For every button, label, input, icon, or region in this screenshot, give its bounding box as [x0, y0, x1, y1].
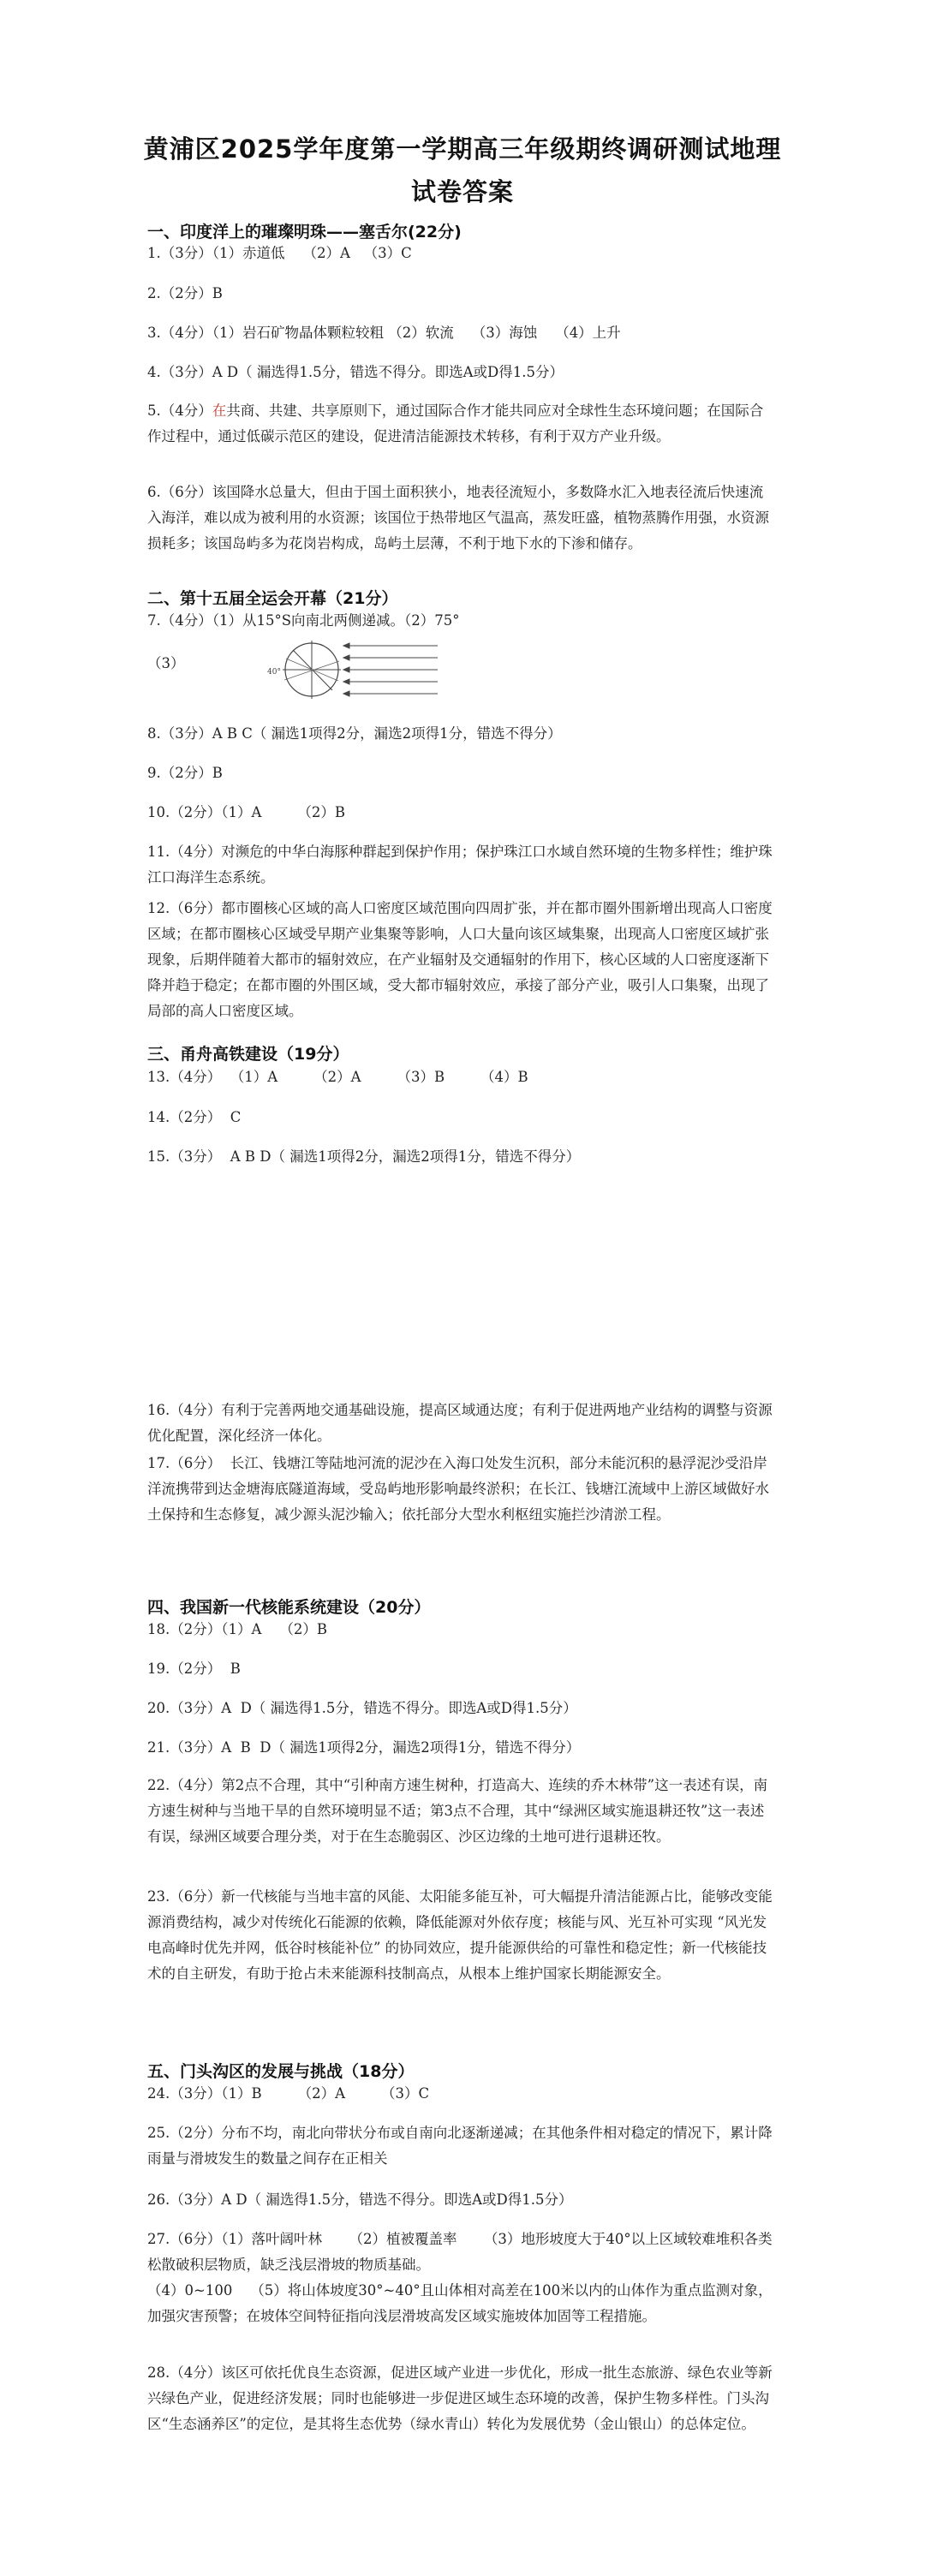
section-heading-2: 二、第十五届全运会开幕（21分）	[147, 589, 398, 608]
answer-5	[147, 398, 774, 450]
answer-14: 14.（2分） C	[147, 1109, 242, 1125]
answer-17: 17.（6分） 长江、钱塘江等陆地河流的泥沙在入海口处发生沉积，部分未能沉积的悬浮泥沙受沿岸洋流携带到达金塘海底隧道海域，受岛屿地形影响最终淤积；在长江、钱塘江流域中上游区域做好水土保持和生态修复，减少源头泥沙输入；依托部分大型水利枢纽实施拦沙清淤工程。	[147, 1455, 769, 1523]
answer-25: 25.（2分）分布不均，南北向带状分布或自南向北逐渐递减；在其他条件相对稳定的情况下，累计降雨量与滑坡发生的数量之间存在正相关	[147, 2125, 773, 2167]
answer-28: 28.（4分）该区可依托优良生态资源，促进区域产业进一步优化，形成一批生态旅游、绿色农业等新兴绿色产业，促进经济发展；同时也能够进一步促进区域生态环境的改善，保护生物多样性。门头沟区“生态涵养区”的定位，是其将生态优势（绿水青山）转化为发展优势（金山银山）的总体定位。	[147, 2364, 773, 2432]
answer-24: 24.（3分）（1）B （2）A （3）C	[147, 2085, 430, 2102]
answer-4: 4.（3分）A D（ 漏选得1.5分，错选不得分。即选A或D得1.5分）	[147, 364, 564, 380]
answer-13: 13.（4分） （1）A （2）A （3）B （4）B	[147, 1069, 528, 1085]
answer-8: 8.（3分）A B C（ 漏选1项得2分，漏选2项得1分，错选不得分）	[147, 725, 562, 742]
answer-9: 9.（2分）B	[147, 765, 223, 781]
answer-2: 2.（2分）B	[147, 285, 223, 301]
answer-12: 12.（6分）都市圈核心区域的高人口密度区域范围向四周扩张，并在都市圈外围新增出现高人口密度区域；在都市圈核心区域受早期产业集聚等影响，人口大量向该区域集聚，出现高人口密度区域扩张现象，后期伴随着大都市的辐射效应，在产业辐射及交通辐射的作用下，核心区域的人口密度逐渐下降并趋于稳定；在都市圈的外围区域，受大都市辐射效应，承接了部分产业，吸引人口集聚，出现了局部的高人口密度区域。	[147, 900, 773, 1019]
answer-5-text: 共商、共建、共享原则下，通过国际合作才能共同应对全球性生态环境问题；在国际合作过程中，通过低碳示范区的建设，促进清洁能源技术转移，有利于双方产业升级。	[147, 402, 764, 444]
answer-1: 1.（3分）（1）赤道低 （2）A （3）C	[147, 245, 412, 261]
document-subtitle: 试卷答案	[410, 177, 514, 206]
sun-rays-globe-diagram	[262, 630, 442, 709]
answer-20: 20.（3分）A D（ 漏选得1.5分，错选不得分。即选A或D得1.5分）	[147, 1700, 577, 1716]
angle-label: 40°	[267, 668, 281, 677]
section-heading-5: 五、门头沟区的发展与挑战（18分）	[147, 2062, 415, 2081]
answer-26: 26.（3分）A D（ 漏选得1.5分，错选不得分。即选A或D得1.5分）	[147, 2191, 573, 2208]
section-heading-3: 三、甬舟高铁建设（19分）	[147, 1045, 349, 1064]
answer-6: 6.（6分）该国降水总量大，但由于国土面积狭小，地表径流短小，多数降水汇入地表径流后快速流入海洋，难以成为被利用的水资源；该国位于热带地区气温高，蒸发旺盛，植物蒸腾作用强，水资源损耗多；该国岛屿多为花岗岩构成，岛屿土层薄，不利于地下水的下渗和储存。	[147, 484, 769, 552]
answer-3: 3.（4分）（1）岩石矿物晶体颗粒较粗 （2）软流 （3）海蚀 （4）上升	[147, 325, 621, 341]
answer-23: 23.（6分）新一代核能与当地丰富的风能、太阳能多能互补，可大幅提升清洁能源占比，能够改变能源消费结构，减少对传统化石能源的依赖，降低能源对外依存度；核能与风、光互补可实现 “风光发电高峰时优先并网，低谷时核能补位” 的协同效应，提升能源供给的可靠性和稳定性；新一代核能技术的自主研发，有助于抢占未来能源科技制高点，从根本上维护国家长期能源安全。	[147, 1888, 773, 1982]
answer-19: 19.（2分） B	[147, 1661, 241, 1677]
answer-15: 15.（3分） A B D（ 漏选1项得2分，漏选2项得1分，错选不得分）	[147, 1148, 581, 1165]
answer-10: 10.（2分）（1）A （2）B	[147, 804, 345, 820]
answer-5-highlight: 在	[212, 402, 227, 419]
answer-7-part3: （3）	[147, 655, 185, 671]
answer-7-part1: 7.（4分）（1）从15°S向南北两侧递减。（2）75°	[147, 612, 460, 629]
section-heading-1: 一、印度洋上的璀璨明珠——塞舌尔(22分)	[147, 223, 462, 242]
answer-27: 27.（6分）（1）落叶阔叶林 （2）植被覆盖率 （3）地形坡度大于40°以上区域较难堆积各类松散破积层物质，缺乏浅层滑坡的物质基础。 （4）0~100 （5）将山体坡度30°~40°且山体相对高差在100米以内的山体作为重点监测对象，加强灾害预警；在坡体空间特征指向浅层滑坡高发区域实施坡体加固等工程措施。	[147, 2231, 773, 2324]
answer-16: 16.（4分）有利于完善两地交通基础设施，提高区域通达度；有利于促进两地产业结构的调整与资源优化配置，深化经济一体化。	[147, 1402, 773, 1444]
answer-5-number: 5.（4分）	[147, 402, 212, 419]
answer-18: 18.（2分）（1）A （2）B	[147, 1621, 328, 1637]
answer-11: 11.（4分）对濒危的中华白海豚种群起到保护作用；保护珠江口水域自然环境的生物多样性；维护珠江口海洋生态系统。	[147, 844, 773, 886]
answer-21: 21.（3分）A B D（ 漏选1项得2分，漏选2项得1分，错选不得分）	[147, 1739, 581, 1756]
section-heading-4: 四、我国新一代核能系统建设（20分）	[147, 1598, 431, 1617]
answer-22: 22.（4分）第2点不合理，其中“引种南方速生树种，打造高大、连续的乔木林带”这一表述有误，南方速生树种与当地干旱的自然环境明显不适；第3点不合理，其中“绿洲区域实施退耕还牧”这一表述有误，绿洲区域要合理分类，对于在生态脆弱区、沙区边缘的土地可进行退耕还牧。	[147, 1777, 768, 1845]
document-title: 黄浦区2025学年度第一学期高三年级期终调研测试地理	[143, 134, 782, 164]
